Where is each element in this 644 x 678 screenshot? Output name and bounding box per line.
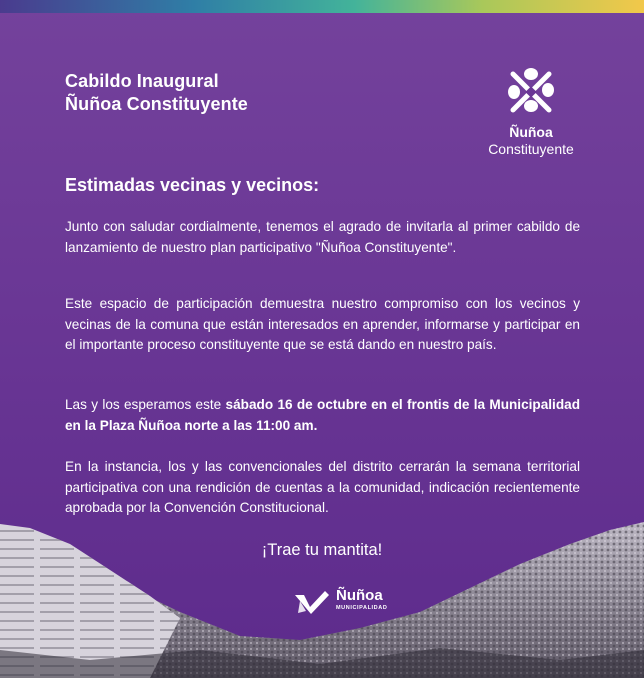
logo-line-1: Ñuñoa — [509, 124, 553, 140]
paragraph-participation: Este espacio de participación demuestra nuestro compromiso con los vecinos y vecinas de la comuna que están interesados en aprender, informarse y participar en el importante proceso constituyente que se está dando en nuestro país. — [65, 296, 580, 352]
nunoa-constituyente-logo-icon — [503, 66, 559, 118]
event-date-place: sábado 16 de octubre en el frontis de la Municipalidad en la Plaza Ñuñoa norte a las 11:00 am. — [65, 397, 581, 433]
paragraph-invitation: Junto con saludar cordialmente, tenemos el agrado de invitarla al primer cabildo de lanzamiento de nuestro plan participativo "Ñuñoa Constituyente". — [65, 219, 580, 255]
municipalidad-subtitle: MUNICIPALIDAD — [336, 605, 388, 611]
event-intro: Las y los esperamos este — [65, 397, 226, 412]
nunoa-municipalidad-logo-icon — [292, 587, 332, 617]
page-title — [65, 70, 248, 116]
nunoa-constituyente-logo — [476, 66, 586, 158]
logo-line-2: Constituyente — [488, 141, 574, 157]
municipalidad-name: Ñuñoa — [336, 587, 383, 604]
title-line-2: Ñuñoa Constituyente — [65, 94, 248, 114]
paragraph-accountability: En la instancia, los y las convencionales del distrito cerrarán la semana territorial participativa con una rendición de cuentas a la comunidad, indicación recientemente aprobada por la Convención Constitucional. — [65, 459, 580, 515]
color-stripe — [0, 0, 644, 13]
paragraph-event-details — [65, 395, 580, 436]
greeting: Estimadas vecinas y vecinos: — [65, 175, 320, 195]
call-to-action: ¡Trae tu mantita! — [261, 541, 383, 559]
title-line-1: Cabildo Inaugural — [65, 71, 219, 91]
municipalidad-logo — [292, 585, 392, 619]
